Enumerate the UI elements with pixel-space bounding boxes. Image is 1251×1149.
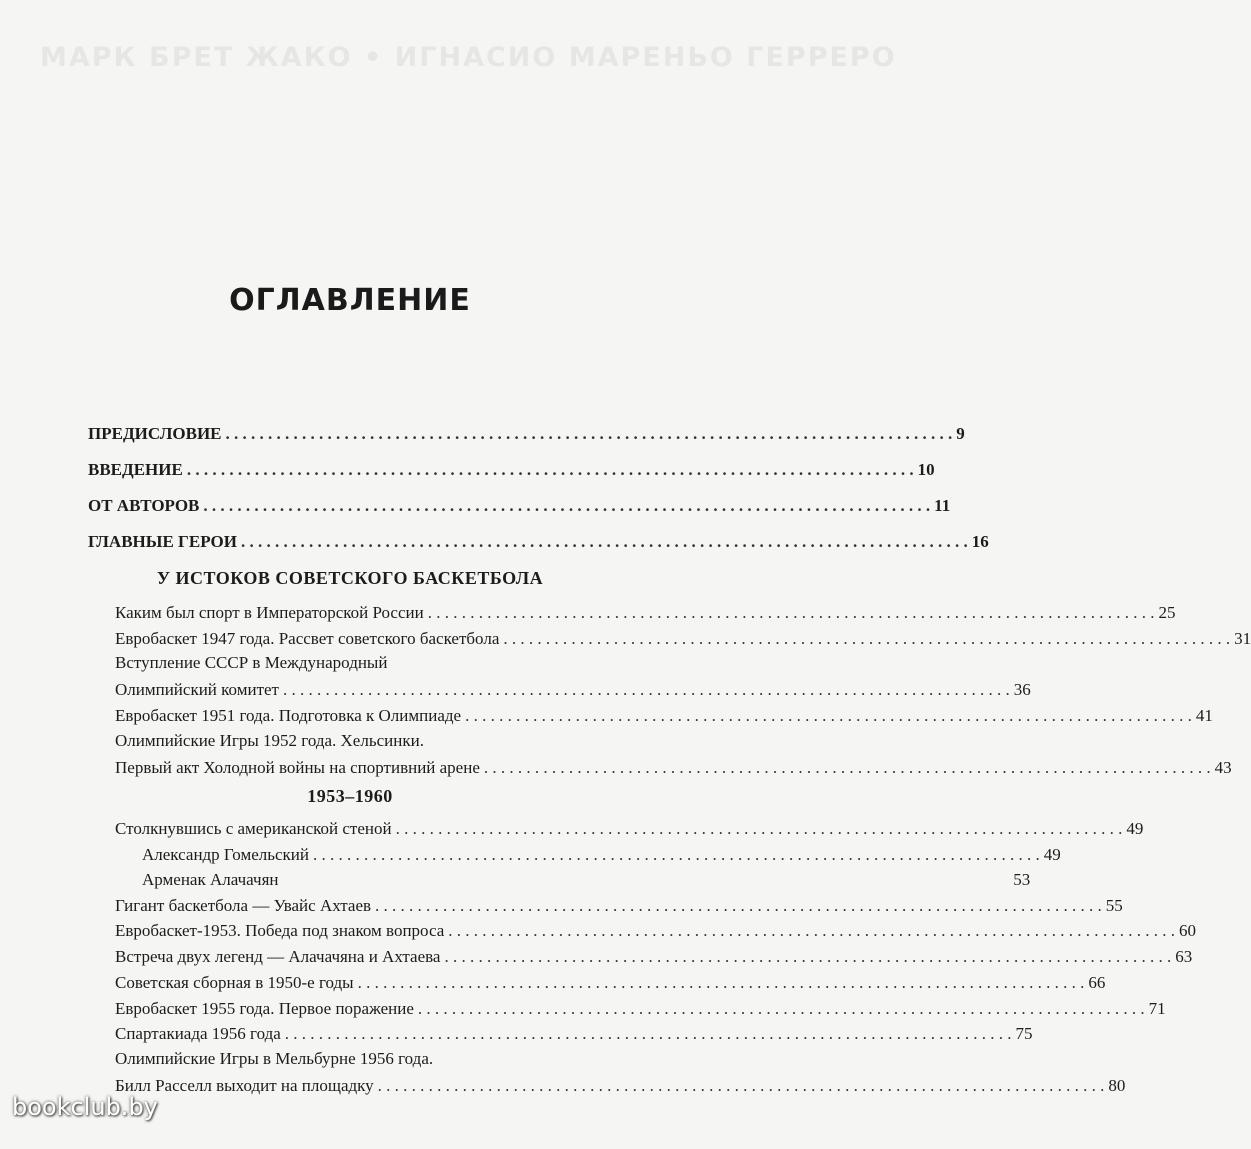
- entry-label: ПРЕДИСЛОВИЕ: [88, 424, 222, 443]
- toc-entry: [115, 680, 1031, 700]
- leader-dots: [448, 921, 1175, 941]
- entry-page: 10: [917, 460, 935, 479]
- toc-entry: [115, 819, 1144, 839]
- entry-label: Столкнувшись с американской стеной: [115, 819, 392, 838]
- entry-label: Евробаскет 1947 года. Рассвет советского баскетбола: [115, 629, 500, 648]
- leader-dots: [503, 629, 1230, 649]
- entry-label: Билл Расселл выходит на площадку: [115, 1076, 374, 1095]
- entry-label: ОТ АВТОРОВ: [88, 496, 200, 515]
- toc-entry-from-authors: [88, 496, 951, 516]
- entry-page: 36: [1013, 680, 1031, 699]
- entry-page: 71: [1148, 999, 1166, 1018]
- entry-label: Спартакиада 1956 года: [115, 1024, 281, 1043]
- section-heading: 1953–1960: [307, 786, 393, 806]
- toc-subentry: [142, 870, 1031, 890]
- toc-entry: [115, 603, 1176, 623]
- toc-entry: [115, 973, 1106, 993]
- entry-page: 53: [1013, 870, 1031, 889]
- entry-label: Александр Гомельский: [142, 845, 309, 864]
- entry-page: 9: [956, 424, 965, 443]
- toc-entry-line: Олимпийские Игры в Мельбурне 1956 года.: [115, 1049, 434, 1068]
- section-heading: У ИСТОКОВ СОВЕТСКОГО БАСКЕТБОЛА: [156, 568, 544, 588]
- toc-entry: [115, 921, 1197, 941]
- leader-dots: [428, 603, 1155, 623]
- leader-dots: [378, 1076, 1105, 1096]
- entry-page: 80: [1108, 1076, 1126, 1095]
- toc-entry-line: Олимпийские Игры 1952 года. Хельсинки.: [115, 731, 424, 750]
- entry-label: Олимпийский комитет: [115, 680, 279, 699]
- toc-entry: [115, 758, 1232, 778]
- entry-page: 55: [1105, 896, 1123, 915]
- toc-entry: [115, 629, 1251, 649]
- entry-label: Евробаскет 1955 года. Первое поражение: [115, 999, 414, 1018]
- toc-entry: [115, 1076, 1126, 1096]
- entry-label: Гигант баскетбола — Увайс Ахтаев: [115, 896, 372, 915]
- leader-dots: [418, 999, 1145, 1019]
- entry-page: 63: [1175, 947, 1193, 966]
- watermark-text: bookclub.by: [12, 1093, 158, 1121]
- leader-dots: [241, 532, 968, 552]
- leader-dots: [285, 1024, 1012, 1044]
- toc-entry: [115, 896, 1123, 916]
- leader-dots: [396, 819, 1123, 839]
- entry-label: Евробаскет-1953. Победа под знаком вопроса: [115, 921, 445, 940]
- entry-page: 66: [1088, 973, 1106, 992]
- toc-title: ОГЛАВЛЕНИЕ: [229, 283, 471, 318]
- entry-page: 49: [1043, 845, 1061, 864]
- entry-label: Арменак Алачачян: [142, 870, 279, 889]
- entry-label: Каким был спорт в Императорской России: [115, 603, 424, 622]
- entry-page: 41: [1195, 706, 1213, 725]
- leader-dots: [484, 758, 1211, 778]
- entry-page: 43: [1214, 758, 1232, 777]
- leader-dots: [313, 845, 1040, 865]
- entry-page: 75: [1015, 1024, 1033, 1043]
- entry-label: ВВЕДЕНИЕ: [88, 460, 183, 479]
- toc-entry: [115, 947, 1193, 967]
- running-head: МАРК БРЕТ ЖАКО • ИГНАСИО МАРЕНЬО ГЕРРЕРО: [40, 42, 897, 73]
- entry-label: ГЛАВНЫЕ ГЕРОИ: [88, 532, 237, 551]
- entry-page: 60: [1179, 921, 1197, 940]
- leader-dots: [283, 680, 1010, 700]
- entry-page: 11: [934, 496, 951, 515]
- entry-label: Встреча двух легенд — Алачачяна и Ахтаева: [115, 947, 441, 966]
- leader-dots: [226, 424, 953, 444]
- entry-label: Евробаскет 1951 года. Подготовка к Олимпиаде: [115, 706, 462, 725]
- entry-page: 31: [1234, 629, 1251, 648]
- leader-dots: [358, 973, 1085, 993]
- entry-page: 49: [1126, 819, 1144, 838]
- entry-label: Советская сборная в 1950-е годы: [115, 973, 354, 992]
- toc-entry: [115, 706, 1213, 726]
- entry-label: Первый акт Холодной войны на спортивний арене: [115, 758, 480, 777]
- toc-entry-introduction: [88, 460, 935, 480]
- entry-page: 16: [971, 532, 989, 551]
- toc-entry-line: Вступление СССР в Международный: [115, 653, 388, 672]
- toc-subentry: [142, 845, 1061, 865]
- leader-dots: [203, 496, 930, 516]
- leader-dots: [375, 896, 1102, 916]
- toc-entry-preface: [88, 424, 965, 444]
- leader-dots: [187, 460, 914, 480]
- entry-page: 25: [1158, 603, 1176, 622]
- leader-dots: [465, 706, 1192, 726]
- leader-dots: [444, 947, 1171, 967]
- toc-entry: [115, 999, 1166, 1019]
- toc-entry-main-heroes: [88, 532, 989, 552]
- watermark: [12, 1093, 158, 1121]
- toc-entry: [115, 1024, 1033, 1044]
